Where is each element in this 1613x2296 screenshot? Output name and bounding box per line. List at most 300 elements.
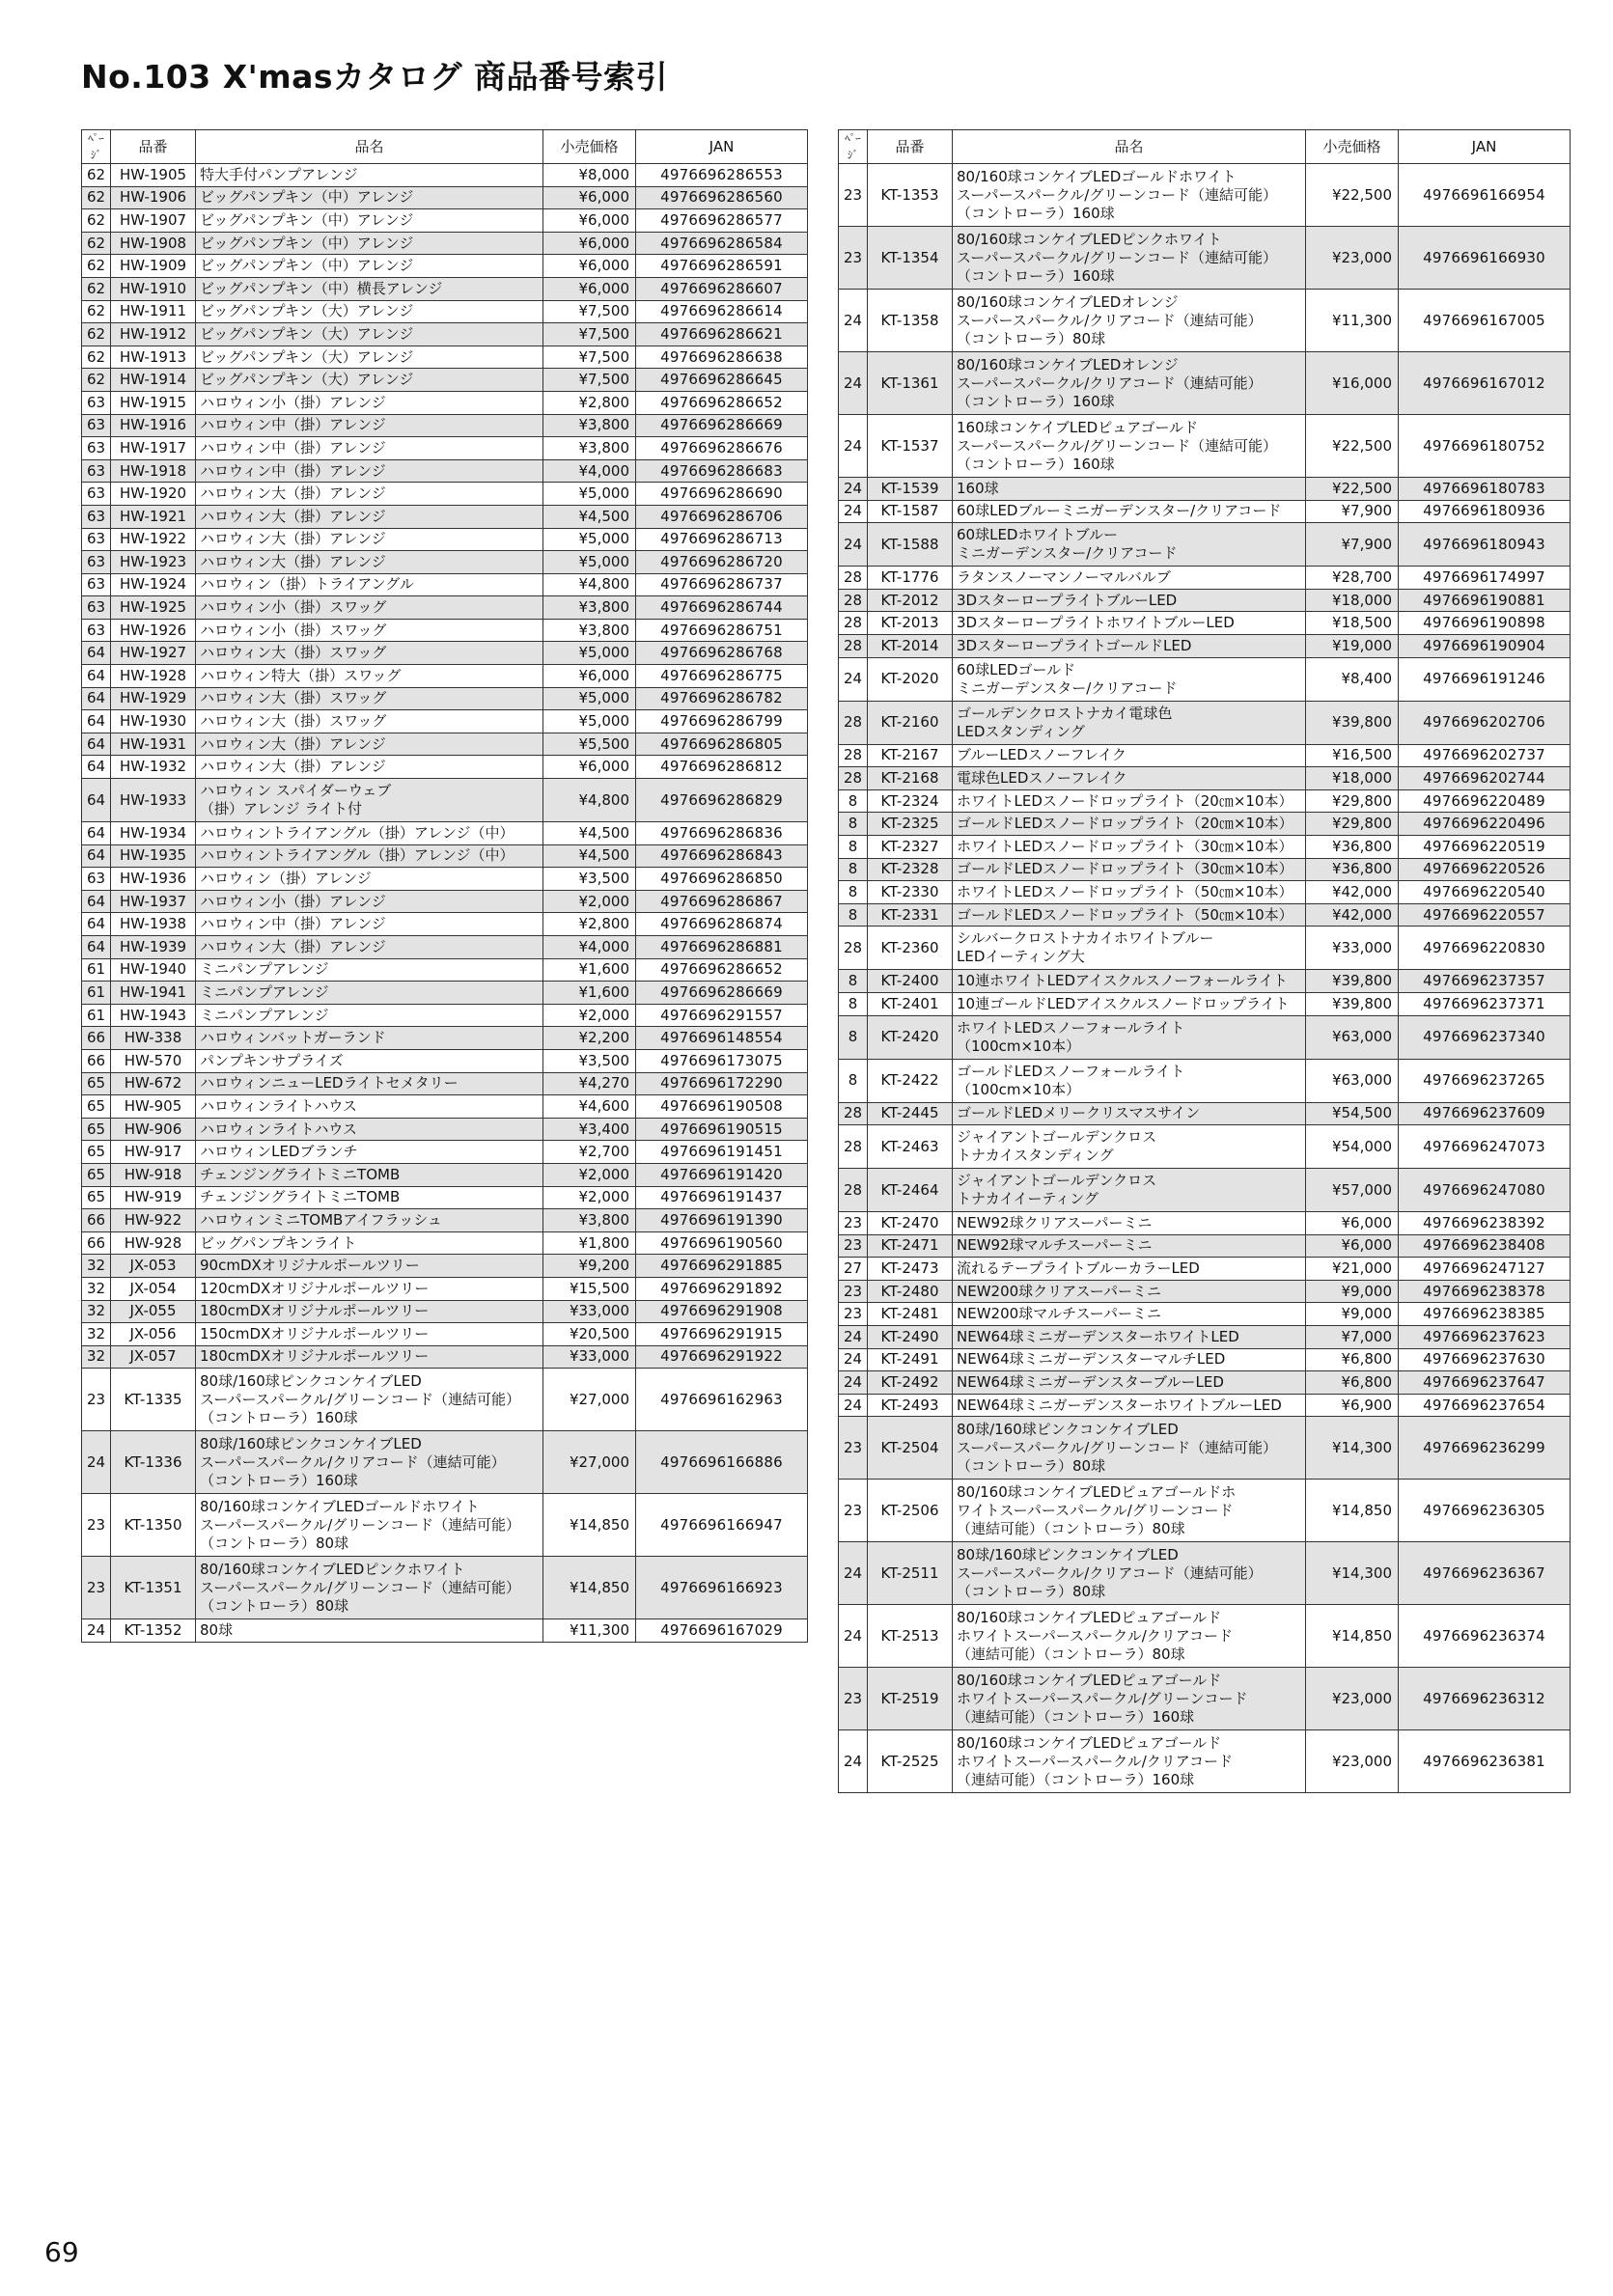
header-page: ﾍﾟｰｼﾞ bbox=[82, 130, 111, 164]
cell-page: 64 bbox=[82, 844, 111, 868]
cell-price: ¥4,500 bbox=[543, 505, 636, 528]
cell-jan: 4976696286744 bbox=[636, 596, 808, 620]
cell-name: ハロウィン大（掛）アレンジ bbox=[196, 756, 543, 779]
cell-name: ビッグパンプキンライト bbox=[196, 1231, 543, 1255]
table-row bbox=[839, 1371, 1571, 1395]
cell-page: 32 bbox=[82, 1323, 111, 1346]
cell-page: 8 bbox=[839, 903, 868, 927]
cell-page: 23 bbox=[839, 227, 868, 290]
cell-code: JX-053 bbox=[111, 1255, 196, 1278]
cell-jan: 4976696220830 bbox=[1399, 927, 1571, 970]
cell-name: ビッグパンプキン（大）アレンジ bbox=[196, 300, 543, 323]
cell-jan: 4976696286843 bbox=[636, 844, 808, 868]
table-row bbox=[82, 710, 808, 733]
cell-price: ¥33,000 bbox=[543, 1345, 636, 1369]
cell-name: NEW200球マルチスーパーミニ bbox=[953, 1303, 1306, 1326]
cell-name: ハロウィン小（掛）アレンジ bbox=[196, 890, 543, 913]
cell-name: ブルーLEDスノーフレイク bbox=[953, 744, 1306, 767]
table-row bbox=[839, 701, 1571, 744]
cell-name: ハロウィン（掛）アレンジ bbox=[196, 868, 543, 891]
cell-page: 64 bbox=[82, 936, 111, 959]
cell-price: ¥7,000 bbox=[1306, 1326, 1399, 1349]
cell-page: 63 bbox=[82, 619, 111, 642]
cell-page: 8 bbox=[839, 789, 868, 813]
cell-price: ¥3,800 bbox=[543, 596, 636, 620]
page-title: No.103 X'masカタログ 商品番号索引 bbox=[81, 58, 669, 96]
cell-page: 24 bbox=[82, 1431, 111, 1494]
cell-name: 80/160球コンケイブLEDピュアゴールド ホワイトスーパースパークル/グリーンコード （連結可能）（コントローラ）160球 bbox=[953, 1668, 1306, 1730]
table-row bbox=[82, 1323, 808, 1346]
table-row bbox=[839, 1258, 1571, 1281]
cell-price: ¥7,900 bbox=[1306, 523, 1399, 567]
cell-price: ¥14,850 bbox=[543, 1557, 636, 1619]
cell-price: ¥2,000 bbox=[543, 1163, 636, 1186]
cell-page: 24 bbox=[839, 1542, 868, 1605]
table-row bbox=[82, 1255, 808, 1278]
cell-price: ¥6,000 bbox=[543, 232, 636, 255]
cell-page: 24 bbox=[839, 500, 868, 523]
cell-code: KT-2160 bbox=[868, 701, 953, 744]
cell-price: ¥29,800 bbox=[1306, 789, 1399, 813]
cell-name: 150cmDXオリジナルポールツリー bbox=[196, 1323, 543, 1346]
table-row bbox=[82, 528, 808, 551]
cell-page: 23 bbox=[82, 1369, 111, 1431]
cell-price: ¥1,600 bbox=[543, 982, 636, 1005]
table-row bbox=[839, 858, 1571, 881]
table-row bbox=[82, 1300, 808, 1323]
table-row bbox=[82, 186, 808, 209]
table-row bbox=[839, 1326, 1571, 1349]
cell-price: ¥54,000 bbox=[1306, 1125, 1399, 1169]
table-row bbox=[82, 596, 808, 620]
table-row bbox=[82, 1494, 808, 1557]
cell-page: 28 bbox=[839, 1169, 868, 1212]
cell-code: HW-1931 bbox=[111, 733, 196, 756]
cell-page: 28 bbox=[839, 744, 868, 767]
cell-price: ¥29,800 bbox=[1306, 813, 1399, 836]
cell-page: 64 bbox=[82, 890, 111, 913]
cell-jan: 4976696166930 bbox=[1399, 227, 1571, 290]
cell-name: ハロウィン中（掛）アレンジ bbox=[196, 459, 543, 483]
cell-jan: 4976696202744 bbox=[1399, 767, 1571, 790]
cell-page: 8 bbox=[839, 970, 868, 993]
table-row bbox=[82, 164, 808, 187]
cell-code: KT-1537 bbox=[868, 415, 953, 478]
cell-jan: 4976696166886 bbox=[636, 1431, 808, 1494]
table-row bbox=[839, 657, 1571, 701]
cell-price: ¥23,000 bbox=[1306, 227, 1399, 290]
cell-name: 10連ゴールドLEDアイスクルスノードロップライト bbox=[953, 992, 1306, 1015]
cell-jan: 4976696237357 bbox=[1399, 970, 1571, 993]
cell-price: ¥3,500 bbox=[543, 868, 636, 891]
cell-price: ¥2,000 bbox=[543, 890, 636, 913]
cell-page: 32 bbox=[82, 1300, 111, 1323]
cell-name: パンプキンサプライズ bbox=[196, 1049, 543, 1072]
cell-page: 64 bbox=[82, 822, 111, 845]
table-row bbox=[82, 1118, 808, 1141]
cell-page: 65 bbox=[82, 1186, 111, 1209]
cell-page: 62 bbox=[82, 346, 111, 369]
cell-price: ¥5,000 bbox=[543, 710, 636, 733]
table-row bbox=[82, 890, 808, 913]
cell-code: KT-2420 bbox=[868, 1015, 953, 1059]
cell-name: ハロウィン中（掛）アレンジ bbox=[196, 414, 543, 437]
cell-code: KT-1539 bbox=[868, 478, 953, 501]
cell-jan: 4976696286881 bbox=[636, 936, 808, 959]
cell-page: 63 bbox=[82, 551, 111, 574]
cell-jan: 4976696220540 bbox=[1399, 881, 1571, 904]
table-row bbox=[82, 1163, 808, 1186]
cell-code: KT-2400 bbox=[868, 970, 953, 993]
cell-code: KT-1351 bbox=[111, 1557, 196, 1619]
cell-price: ¥8,000 bbox=[543, 164, 636, 187]
cell-jan: 4976696237630 bbox=[1399, 1348, 1571, 1371]
cell-page: 64 bbox=[82, 665, 111, 688]
cell-page: 23 bbox=[839, 164, 868, 227]
cell-page: 63 bbox=[82, 483, 111, 506]
cell-name: ハロウィンLEDブランチ bbox=[196, 1141, 543, 1164]
cell-page: 28 bbox=[839, 1102, 868, 1125]
cell-page: 23 bbox=[839, 1303, 868, 1326]
cell-code: HW-919 bbox=[111, 1186, 196, 1209]
table-row bbox=[82, 323, 808, 346]
cell-price: ¥57,000 bbox=[1306, 1169, 1399, 1212]
cell-code: HW-570 bbox=[111, 1049, 196, 1072]
cell-price: ¥2,800 bbox=[543, 391, 636, 414]
cell-jan: 4976696236367 bbox=[1399, 1542, 1571, 1605]
table-row bbox=[82, 1004, 808, 1027]
cell-code: KT-2480 bbox=[868, 1280, 953, 1303]
cell-page: 23 bbox=[82, 1494, 111, 1557]
cell-page: 63 bbox=[82, 868, 111, 891]
table-row bbox=[82, 936, 808, 959]
cell-jan: 4976696291922 bbox=[636, 1345, 808, 1369]
table-row bbox=[839, 992, 1571, 1015]
cell-code: HW-1913 bbox=[111, 346, 196, 369]
cell-jan: 4976696167005 bbox=[1399, 290, 1571, 352]
header-price: 小売価格 bbox=[1306, 130, 1399, 164]
cell-price: ¥6,000 bbox=[1306, 1212, 1399, 1235]
cell-page: 23 bbox=[839, 1480, 868, 1542]
table-row bbox=[839, 1125, 1571, 1169]
table-row bbox=[839, 415, 1571, 478]
cell-price: ¥7,500 bbox=[543, 300, 636, 323]
table-row bbox=[82, 551, 808, 574]
cell-page: 64 bbox=[82, 710, 111, 733]
cell-code: HW-922 bbox=[111, 1209, 196, 1232]
table-row bbox=[839, 789, 1571, 813]
cell-price: ¥21,000 bbox=[1306, 1258, 1399, 1281]
cell-page: 63 bbox=[82, 437, 111, 460]
cell-jan: 4976696180752 bbox=[1399, 415, 1571, 478]
table-row bbox=[82, 1072, 808, 1095]
cell-page: 8 bbox=[839, 1015, 868, 1059]
cell-code: KT-1361 bbox=[868, 352, 953, 415]
cell-page: 64 bbox=[82, 779, 111, 822]
cell-code: JX-056 bbox=[111, 1323, 196, 1346]
cell-name: NEW64球ミニガーデンスターホワイトLED bbox=[953, 1326, 1306, 1349]
table-row bbox=[839, 835, 1571, 858]
cell-price: ¥5,000 bbox=[543, 551, 636, 574]
table-row bbox=[839, 1480, 1571, 1542]
table-row bbox=[82, 414, 808, 437]
cell-code: KT-1776 bbox=[868, 567, 953, 590]
cell-page: 8 bbox=[839, 813, 868, 836]
cell-name: ハロウィン特大（掛）スワッグ bbox=[196, 665, 543, 688]
cell-price: ¥9,000 bbox=[1306, 1280, 1399, 1303]
table-row bbox=[839, 1668, 1571, 1730]
table-row bbox=[839, 970, 1571, 993]
cell-name: 80/160球コンケイブLEDピンクホワイト スーパースパークル/グリーンコード（連結可能） （コントローラ）160球 bbox=[953, 227, 1306, 290]
cell-page: 65 bbox=[82, 1095, 111, 1119]
cell-code: HW-1927 bbox=[111, 642, 196, 665]
table-row bbox=[839, 1730, 1571, 1793]
cell-price: ¥2,800 bbox=[543, 913, 636, 936]
cell-name: ハロウィン中（掛）アレンジ bbox=[196, 437, 543, 460]
cell-jan: 4976696286669 bbox=[636, 982, 808, 1005]
cell-code: HW-1928 bbox=[111, 665, 196, 688]
cell-name: 90cmDXオリジナルポールツリー bbox=[196, 1255, 543, 1278]
cell-code: KT-2492 bbox=[868, 1371, 953, 1395]
cell-price: ¥4,500 bbox=[543, 844, 636, 868]
cell-price: ¥23,000 bbox=[1306, 1668, 1399, 1730]
cell-code: HW-1908 bbox=[111, 232, 196, 255]
cell-code: KT-2481 bbox=[868, 1303, 953, 1326]
cell-price: ¥39,800 bbox=[1306, 992, 1399, 1015]
cell-code: HW-338 bbox=[111, 1027, 196, 1050]
cell-code: KT-1336 bbox=[111, 1431, 196, 1494]
cell-page: 32 bbox=[82, 1255, 111, 1278]
cell-code: KT-2490 bbox=[868, 1326, 953, 1349]
cell-code: KT-1587 bbox=[868, 500, 953, 523]
cell-price: ¥39,800 bbox=[1306, 701, 1399, 744]
cell-page: 8 bbox=[839, 835, 868, 858]
cell-page: 8 bbox=[839, 881, 868, 904]
cell-page: 24 bbox=[839, 1326, 868, 1349]
cell-jan: 4976696167012 bbox=[1399, 352, 1571, 415]
cell-jan: 4976696180936 bbox=[1399, 500, 1571, 523]
cell-price: ¥11,300 bbox=[1306, 290, 1399, 352]
cell-code: HW-1937 bbox=[111, 890, 196, 913]
cell-jan: 4976696220496 bbox=[1399, 813, 1571, 836]
table-row bbox=[82, 619, 808, 642]
cell-jan: 4976696286829 bbox=[636, 779, 808, 822]
cell-code: KT-2493 bbox=[868, 1394, 953, 1417]
cell-page: 28 bbox=[839, 567, 868, 590]
cell-code: KT-1352 bbox=[111, 1619, 196, 1643]
cell-jan: 4976696286676 bbox=[636, 437, 808, 460]
cell-name: NEW64球ミニガーデンスターホワイトブルーLED bbox=[953, 1394, 1306, 1417]
cell-price: ¥20,500 bbox=[543, 1323, 636, 1346]
cell-jan: 4976696291908 bbox=[636, 1300, 808, 1323]
cell-name: ハロウィン大（掛）アレンジ bbox=[196, 483, 543, 506]
cell-name: 3DスターロープライトホワイトブルーLED bbox=[953, 612, 1306, 635]
header-price: 小売価格 bbox=[543, 130, 636, 164]
cell-page: 65 bbox=[82, 1141, 111, 1164]
cell-code: HW-1910 bbox=[111, 277, 196, 300]
cell-code: HW-1922 bbox=[111, 528, 196, 551]
cell-page: 61 bbox=[82, 1004, 111, 1027]
cell-jan: 4976696238392 bbox=[1399, 1212, 1571, 1235]
cell-price: ¥27,000 bbox=[543, 1431, 636, 1494]
cell-name: ゴールドLEDスノーフォールライト （100cm×10本） bbox=[953, 1059, 1306, 1102]
cell-name: 80/160球コンケイブLEDゴールドホワイト スーパースパークル/グリーンコード（連結可能） （コントローラ）160球 bbox=[953, 164, 1306, 227]
cell-name: 80球/160球ピンクコンケイブLED スーパースパークル/グリーンコード（連結可能） （コントローラ）80球 bbox=[953, 1417, 1306, 1480]
cell-code: KT-1350 bbox=[111, 1494, 196, 1557]
cell-code: KT-1353 bbox=[868, 164, 953, 227]
cell-page: 23 bbox=[839, 1668, 868, 1730]
table-row bbox=[839, 523, 1571, 567]
cell-price: ¥18,500 bbox=[1306, 612, 1399, 635]
cell-page: 63 bbox=[82, 596, 111, 620]
cell-name: 3DスターロープライトゴールドLED bbox=[953, 634, 1306, 657]
cell-jan: 4976696286669 bbox=[636, 414, 808, 437]
cell-price: ¥3,500 bbox=[543, 1049, 636, 1072]
table-row bbox=[839, 927, 1571, 970]
cell-price: ¥4,800 bbox=[543, 779, 636, 822]
cell-jan: 4976696291557 bbox=[636, 1004, 808, 1027]
cell-code: HW-1934 bbox=[111, 822, 196, 845]
table-row bbox=[82, 1369, 808, 1431]
cell-page: 62 bbox=[82, 164, 111, 187]
cell-price: ¥4,000 bbox=[543, 936, 636, 959]
cell-page: 63 bbox=[82, 505, 111, 528]
cell-code: KT-2445 bbox=[868, 1102, 953, 1125]
table-row bbox=[82, 300, 808, 323]
table-row bbox=[82, 459, 808, 483]
cell-code: KT-2327 bbox=[868, 835, 953, 858]
cell-price: ¥4,600 bbox=[543, 1095, 636, 1119]
cell-code: KT-2519 bbox=[868, 1668, 953, 1730]
cell-page: 64 bbox=[82, 913, 111, 936]
cell-code: KT-2360 bbox=[868, 927, 953, 970]
cell-page: 27 bbox=[839, 1258, 868, 1281]
cell-name: ハロウィンミニTOMBアイフラッシュ bbox=[196, 1209, 543, 1232]
cell-price: ¥5,000 bbox=[543, 483, 636, 506]
table-row bbox=[82, 391, 808, 414]
cell-jan: 4976696237654 bbox=[1399, 1394, 1571, 1417]
cell-jan: 4976696286775 bbox=[636, 665, 808, 688]
cell-page: 62 bbox=[82, 300, 111, 323]
cell-code: KT-2324 bbox=[868, 789, 953, 813]
cell-name: 60球LEDホワイトブルー ミニガーデンスター/クリアコード bbox=[953, 523, 1306, 567]
cell-name: チェンジングライトミニTOMB bbox=[196, 1186, 543, 1209]
cell-code: HW-1926 bbox=[111, 619, 196, 642]
cell-name: 80球/160球ピンクコンケイブLED スーパースパークル/グリーンコード（連結可能） （コントローラ）160球 bbox=[196, 1369, 543, 1431]
header-jan: JAN bbox=[636, 130, 808, 164]
cell-name: ミニパンプアレンジ bbox=[196, 982, 543, 1005]
cell-price: ¥1,600 bbox=[543, 958, 636, 982]
cell-name: ハロウィンニューLEDライトセメタリー bbox=[196, 1072, 543, 1095]
cell-jan: 4976696286706 bbox=[636, 505, 808, 528]
cell-price: ¥36,800 bbox=[1306, 835, 1399, 858]
cell-code: HW-1924 bbox=[111, 573, 196, 596]
cell-jan: 4976696286591 bbox=[636, 255, 808, 278]
cell-jan: 4976696286850 bbox=[636, 868, 808, 891]
cell-page: 24 bbox=[839, 478, 868, 501]
cell-code: KT-2506 bbox=[868, 1480, 953, 1542]
table-row bbox=[82, 733, 808, 756]
cell-jan: 4976696162963 bbox=[636, 1369, 808, 1431]
cell-name: 120cmDXオリジナルポールツリー bbox=[196, 1277, 543, 1300]
cell-code: HW-1935 bbox=[111, 844, 196, 868]
cell-code: HW-918 bbox=[111, 1163, 196, 1186]
cell-price: ¥3,800 bbox=[543, 1209, 636, 1232]
table-row bbox=[839, 589, 1571, 612]
cell-name: ハロウィン小（掛）アレンジ bbox=[196, 391, 543, 414]
cell-price: ¥6,000 bbox=[543, 277, 636, 300]
cell-page: 61 bbox=[82, 982, 111, 1005]
table-row bbox=[82, 505, 808, 528]
cell-price: ¥6,000 bbox=[543, 665, 636, 688]
cell-price: ¥4,000 bbox=[543, 459, 636, 483]
cell-code: HW-1923 bbox=[111, 551, 196, 574]
cell-jan: 4976696286690 bbox=[636, 483, 808, 506]
cell-code: KT-2325 bbox=[868, 813, 953, 836]
cell-price: ¥54,500 bbox=[1306, 1102, 1399, 1125]
cell-page: 66 bbox=[82, 1049, 111, 1072]
cell-name: ハロウィントライアングル（掛）アレンジ（中） bbox=[196, 844, 543, 868]
cell-jan: 4976696220526 bbox=[1399, 858, 1571, 881]
cell-name: 80/160球コンケイブLEDピンクホワイト スーパースパークル/グリーンコード（連結可能） （コントローラ）80球 bbox=[196, 1557, 543, 1619]
table-row bbox=[82, 1027, 808, 1050]
cell-code: JX-054 bbox=[111, 1277, 196, 1300]
cell-price: ¥63,000 bbox=[1306, 1015, 1399, 1059]
cell-code: KT-2331 bbox=[868, 903, 953, 927]
cell-code: HW-1906 bbox=[111, 186, 196, 209]
cell-page: 24 bbox=[839, 1730, 868, 1793]
cell-price: ¥1,800 bbox=[543, 1231, 636, 1255]
cell-code: KT-2328 bbox=[868, 858, 953, 881]
cell-name: 60球LEDゴールド ミニガーデンスター/クリアコード bbox=[953, 657, 1306, 701]
table-row bbox=[839, 1348, 1571, 1371]
cell-page: 23 bbox=[839, 1234, 868, 1258]
cell-jan: 4976696236299 bbox=[1399, 1417, 1571, 1480]
cell-name: 電球色LEDスノーフレイク bbox=[953, 767, 1306, 790]
cell-jan: 4976696220557 bbox=[1399, 903, 1571, 927]
cell-jan: 4976696286751 bbox=[636, 619, 808, 642]
cell-jan: 4976696167029 bbox=[636, 1619, 808, 1643]
cell-page: 66 bbox=[82, 1209, 111, 1232]
page-number: 69 bbox=[44, 2236, 79, 2268]
table-row bbox=[839, 1542, 1571, 1605]
cell-jan: 4976696166923 bbox=[636, 1557, 808, 1619]
cell-name: ハロウィントライアングル（掛）アレンジ（中） bbox=[196, 822, 543, 845]
cell-name: ハロウィン大（掛）アレンジ bbox=[196, 733, 543, 756]
cell-name: NEW64球ミニガーデンスターマルチLED bbox=[953, 1348, 1306, 1371]
cell-page: 28 bbox=[839, 701, 868, 744]
cell-code: HW-1918 bbox=[111, 459, 196, 483]
table-row bbox=[839, 1394, 1571, 1417]
cell-code: KT-2167 bbox=[868, 744, 953, 767]
cell-jan: 4976696238378 bbox=[1399, 1280, 1571, 1303]
cell-page: 24 bbox=[839, 1394, 868, 1417]
cell-page: 28 bbox=[839, 767, 868, 790]
cell-code: HW-1933 bbox=[111, 779, 196, 822]
cell-jan: 4976696286720 bbox=[636, 551, 808, 574]
table-row bbox=[82, 1619, 808, 1643]
table-row bbox=[82, 1345, 808, 1369]
cell-jan: 4976696191420 bbox=[636, 1163, 808, 1186]
cell-page: 65 bbox=[82, 1118, 111, 1141]
cell-page: 28 bbox=[839, 927, 868, 970]
cell-name: ハロウィンバットガーランド bbox=[196, 1027, 543, 1050]
cell-jan: 4976696236305 bbox=[1399, 1480, 1571, 1542]
cell-code: KT-1335 bbox=[111, 1369, 196, 1431]
table-row bbox=[839, 1059, 1571, 1102]
cell-code: JX-055 bbox=[111, 1300, 196, 1323]
cell-jan: 4976696238385 bbox=[1399, 1303, 1571, 1326]
